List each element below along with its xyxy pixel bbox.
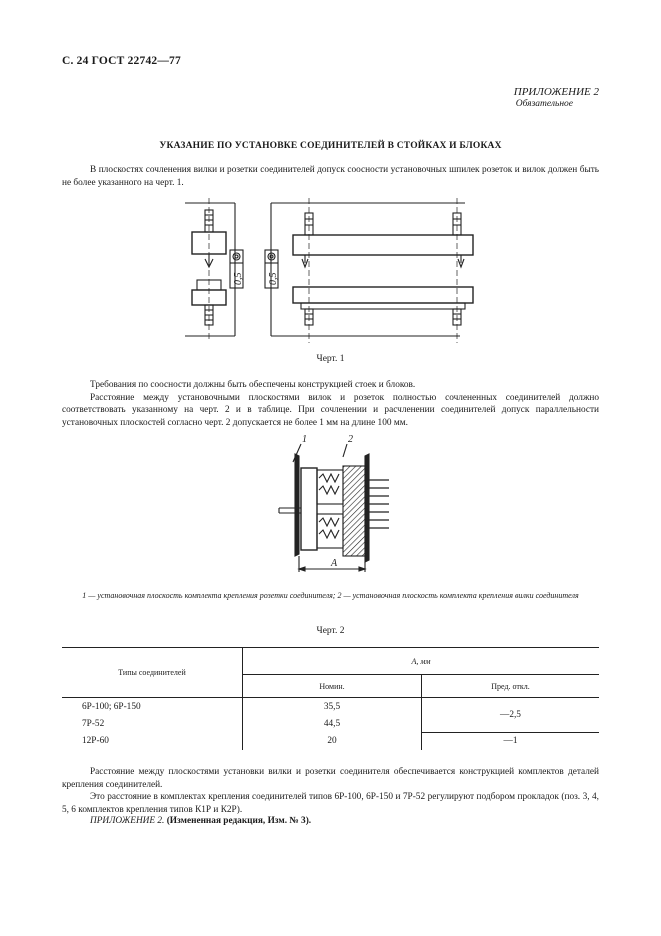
figure-1-drawing <box>175 193 495 343</box>
tolerance-label-1: 0,5 <box>233 272 244 285</box>
intro-text: В плоскостях сочленения вилки и розетки соединителей допуск соосности установочных шпилек розеток и вилок должен быть не более указанного на черт. 1. <box>62 165 599 188</box>
cell-type: 12Р-60 <box>62 732 243 750</box>
notes-paragraph <box>62 766 599 816</box>
figure-1-caption: Черт. 1 <box>316 354 345 364</box>
note1-text: Расстояние между плоскостями установки вилки и розетки соединителя обеспечивается конструкцией комплектов деталей крепления соединителей. <box>62 767 599 790</box>
header-deviation: Пред. откл. <box>422 675 600 698</box>
appendix-label <box>514 86 599 110</box>
intro-paragraph <box>62 164 599 189</box>
dimensions-table <box>62 647 599 750</box>
header-nominal: Номин. <box>243 675 422 698</box>
requirements-paragraph <box>62 379 599 429</box>
table-row <box>62 698 599 716</box>
figure-2-drawing <box>265 432 405 582</box>
req2-text: Расстояние между установочными плоскостями вилок и розеток полностью сочлененных соединителей должно соответствовать указанному на черт. 2 и в таблице. При сочленении и расчленении соединителей допуск параллельности установочных плоскостей согласно черт. 2 допускается не более 1 мм на длине 100 мм. <box>62 392 599 428</box>
header-types: Типы соединителей <box>62 648 243 698</box>
fig2-label-1: 1 <box>302 434 307 445</box>
appendix-title: ПРИЛОЖЕНИЕ 2 <box>513 86 599 98</box>
cell-type: 7Р-52 <box>62 715 243 732</box>
footer-note <box>62 815 599 828</box>
legend-text-1: — установочная плоскость комплекта крепления розетки соединителя; <box>86 591 338 600</box>
footer-label: ПРИЛОЖЕНИЕ 2. <box>90 816 165 826</box>
cell-nominal: 35,5 <box>243 698 422 716</box>
appendix-status: Обязательное <box>515 99 574 109</box>
header-a: А, мм <box>243 648 600 675</box>
table-row <box>62 732 599 750</box>
legend-text-2: — установочная плоскость комплекта крепления вилки соединителя <box>341 591 579 600</box>
tolerance-label-2: 0,5 <box>268 272 279 285</box>
cell-nominal: 20 <box>243 732 422 750</box>
cell-type: 6Р-100; 6Р-150 <box>62 698 243 716</box>
legend-num-2: 2 <box>337 591 342 600</box>
cell-deviation: —1 <box>503 736 518 746</box>
page-header: С. 24 ГОСТ 22742—77 <box>62 55 181 67</box>
fig2-dim-label: А <box>331 558 338 569</box>
note2-text: Это расстояние в комплектах крепления соединителей типов 6Р-100, 6Р-150 и 7Р-52 регулируют подбором прокладок (поз. 3, 4, 5, 6 комплектов крепления типов К1Р и К2Р). <box>62 792 599 815</box>
footer-text: (Измененная редакция, Изм. № 3). <box>166 816 312 826</box>
figure-2-legend <box>62 590 599 602</box>
section-title: УКАЗАНИЕ ПО УСТАНОВКЕ СОЕДИНИТЕЛЕЙ В СТОЙКАХ И БЛОКАХ <box>159 141 502 151</box>
req1-text: Требования по соосности должны быть обеспечены конструкцией стоек и блоков. <box>90 380 416 390</box>
cell-nominal: 44,5 <box>243 715 422 732</box>
cell-deviation-merged: —2,5 <box>422 698 600 733</box>
fig2-label-2: 2 <box>348 434 353 445</box>
legend-num-1: 1 <box>82 591 87 600</box>
figure-2-caption: Черт. 2 <box>316 626 345 636</box>
